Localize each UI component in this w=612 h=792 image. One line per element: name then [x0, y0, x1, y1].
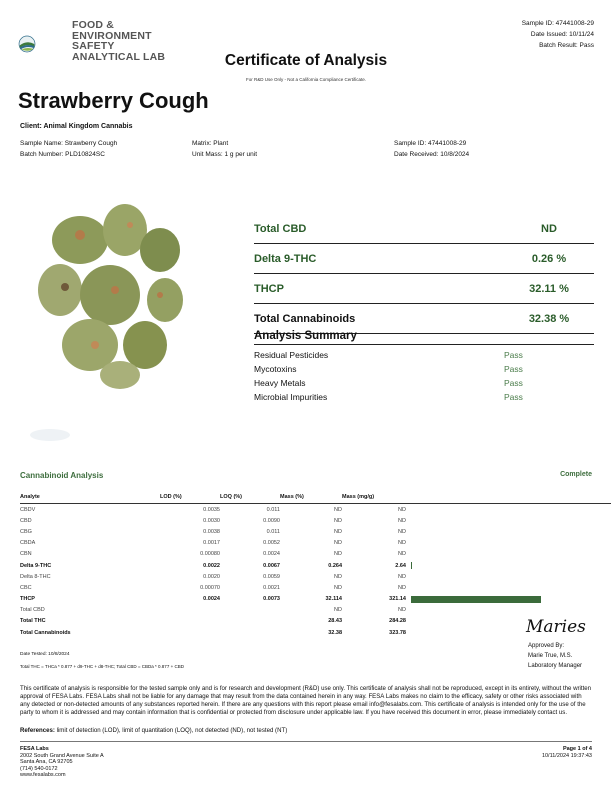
table-row — [20, 571, 611, 582]
rd-note: For R&D Use Only - Not a California Compliance Certificate. — [245, 77, 367, 82]
loq-value: 0.0067 — [263, 562, 280, 569]
mass-bar-cell — [406, 594, 611, 605]
analyte-name: THCP — [20, 596, 35, 603]
batch-number: Batch Number: PLD10824SC — [20, 151, 105, 158]
mass-pct-value: 32.38 — [328, 629, 342, 636]
analysis-name: Residual Pesticides — [254, 350, 329, 360]
mass-mg-value: ND — [398, 607, 406, 614]
table-row — [20, 515, 611, 526]
disclaimer: This certificate of analysis is responsible for the tested sample only and is for research and development (R&D) use only. This certificate of analysis shall not be reproduced, except in its entirety, without the written approval of FESA Labs. FESA Labs shall not be liable for any damage that may result from the data contained herein in any way. FESA Labs makes no claim to the efficacy, safety or other risks associated with any detected or non-detected amounts of any substances reported herein. If there are any questions with this report please email info@fesalabs.com. This certificate of analysis is intended only for the use of the party to whom it is addressed and may contain information that is confidential or protected from disclosure under applicable law. If you have received this document in error, please immediately contact us. — [20, 685, 592, 716]
cannabinoid-table — [20, 491, 611, 638]
analyte-name: CBD — [20, 517, 32, 524]
analysis-summary-list — [254, 348, 594, 404]
footer-timestamp: 10/11/2024 19:37:43 — [541, 752, 592, 759]
loq-value: 0.0024 — [263, 551, 280, 558]
mass-bar — [411, 596, 541, 603]
page-number: Page 1 of 4 — [562, 746, 592, 752]
table-row — [20, 538, 611, 549]
lod-value: 0.0024 — [203, 596, 220, 603]
summary-label: THCP — [254, 282, 284, 295]
summary-row-delta9 — [254, 244, 594, 274]
footer-phone: (714) 540-0172 — [20, 765, 58, 772]
total-formula: Total THC = THCa * 0.877 + d9-THC + d8-THC; Total CBD = CBDa * 0.877 + CBD — [20, 664, 184, 669]
loq-value: 0.0059 — [263, 573, 280, 580]
loq-value — [220, 605, 280, 616]
mass-pct-value: ND — [334, 607, 342, 614]
col-header-analyte: Analyte — [20, 491, 160, 504]
summary-value: 32.38 % — [528, 312, 570, 325]
lod-value — [160, 605, 220, 616]
mass-pct-value: ND — [334, 506, 342, 513]
sample-name: Sample Name: Strawberry Cough — [20, 140, 118, 147]
col-header-bar — [406, 491, 611, 504]
lod-value: 0.00080 — [200, 551, 220, 558]
date-tested: Date Tested: 10/8/2024 — [20, 652, 70, 657]
meta-col-1 — [20, 138, 117, 160]
logo-line-2: ENVIRONMENT — [72, 29, 152, 42]
mass-bar-cell — [406, 560, 611, 571]
analysis-result: Pass — [504, 378, 523, 388]
summary-label: Delta 9-THC — [254, 252, 317, 265]
loq-value — [220, 616, 280, 627]
loq-value: 0.0073 — [263, 596, 280, 603]
analysis-summary-title: Analysis Summary — [254, 330, 357, 342]
col-header-loq: LOQ (%) — [220, 491, 280, 504]
analyte-name: Delta 8-THC — [20, 573, 51, 580]
mass-pct-value: ND — [334, 540, 342, 547]
analysis-name: Microbial Impurities — [254, 392, 328, 402]
footer-lab: FESA Labs — [20, 746, 49, 752]
table-row — [20, 616, 611, 627]
mass-mg-value: ND — [398, 551, 406, 558]
col-header-lod: LOD (%) — [160, 491, 220, 504]
header-sample-id: Sample ID: 47441008-29 — [521, 20, 594, 27]
analyte-name: CBDA — [20, 540, 36, 547]
analysis-row — [254, 390, 594, 404]
loq-value — [220, 627, 280, 638]
analysis-row — [254, 348, 594, 362]
analyte-name: Total THC — [20, 618, 46, 625]
references-text: limit of detection (LOD), limit of quantitation (LOQ), not detected (ND), not tested (NT) — [54, 727, 288, 734]
analysis-result: Pass — [504, 392, 523, 402]
mass-pct-value: ND — [334, 528, 342, 535]
loq-value: 0.0052 — [263, 540, 280, 547]
mass-mg-value: ND — [398, 540, 406, 547]
lod-value — [160, 616, 220, 627]
loq-value: 0.011 — [266, 528, 280, 535]
mass-bar-cell — [406, 571, 611, 582]
summary-value: 32.11 % — [529, 282, 569, 295]
summary-row-total-cbd — [254, 214, 594, 244]
mass-bar-cell — [406, 605, 611, 616]
summary-value: 0.26 % — [531, 252, 567, 265]
footer-address — [20, 746, 104, 779]
logo-line-1: FOOD & — [72, 19, 115, 31]
lod-value — [160, 627, 220, 638]
analyte-name: CBC — [20, 584, 32, 591]
mass-pct-value: ND — [334, 551, 342, 558]
potency-summary — [254, 214, 594, 334]
logo-line-3: SAFETY — [72, 40, 115, 52]
logo-line-4: ANALYTICAL LAB — [72, 50, 166, 63]
mass-mg-value: 284.28 — [389, 618, 406, 625]
analysis-row — [254, 376, 594, 390]
analyte-name: CBN — [20, 551, 32, 558]
mass-bar-cell — [406, 515, 611, 526]
divider — [254, 344, 594, 345]
mass-mg-value: 2.64 — [395, 562, 406, 569]
lod-value: 0.00070 — [200, 584, 220, 591]
approval-block — [528, 641, 582, 671]
footer-web: www.fesalabs.com — [20, 772, 66, 778]
table-row — [20, 582, 611, 593]
mass-pct-value: 32.114 — [325, 596, 342, 603]
signature: Maries — [526, 617, 586, 637]
mass-pct-value: 28.43 — [328, 618, 342, 625]
lod-value: 0.0038 — [203, 528, 220, 535]
mass-bar-cell — [406, 582, 611, 593]
mass-mg-value: 321.14 — [389, 596, 406, 603]
lod-value: 0.0035 — [203, 506, 220, 513]
unit-mass: Unit Mass: 1 g per unit — [192, 151, 258, 158]
sample-id: Sample ID: 47441008-29 — [394, 140, 467, 147]
mass-mg-value: ND — [398, 517, 406, 524]
mass-bar-cell — [406, 538, 611, 549]
date-received: Date Received: 10/8/2024 — [394, 151, 470, 158]
footer-address-2: Santa Ana, CA 92705 — [20, 759, 73, 765]
summary-label: Total Cannabinoids — [254, 312, 356, 325]
loq-value: 0.011 — [266, 506, 280, 513]
client-name: Client: Animal Kingdom Cannabis — [20, 123, 133, 130]
mass-mg-value: ND — [398, 528, 406, 535]
lod-value: 0.0022 — [203, 562, 220, 569]
approver-role: Laboratory Manager — [528, 663, 583, 669]
mass-mg-value: ND — [398, 584, 406, 591]
analysis-row — [254, 362, 594, 376]
loq-value: 0.0090 — [263, 517, 280, 524]
mass-pct-value: ND — [334, 517, 342, 524]
table-row — [20, 627, 611, 638]
bud-cluster — [38, 204, 183, 389]
mass-mg-value: ND — [398, 506, 406, 513]
header-info — [522, 18, 594, 51]
header-date-issued: Date Issued: 10/11/24 — [530, 31, 594, 38]
mass-bar-cell — [406, 526, 611, 537]
loq-value: 0.0021 — [263, 584, 280, 591]
product-name: Strawberry Cough — [18, 88, 209, 113]
lod-value: 0.0017 — [203, 540, 220, 547]
analysis-result: Pass — [504, 364, 523, 374]
header-batch-result: Batch Result: Pass — [539, 42, 594, 49]
table-row — [20, 526, 611, 537]
lod-value: 0.0030 — [203, 517, 220, 524]
cannabinoid-analysis-status: Complete — [560, 471, 592, 478]
matrix: Matrix: Plant — [192, 140, 229, 147]
product-photo — [20, 195, 210, 445]
mass-bar-cell — [406, 504, 611, 516]
summary-label: Total CBD — [254, 222, 307, 235]
mass-pct-value: 0.264 — [328, 562, 342, 569]
page-title: Certificate of Analysis — [224, 52, 388, 69]
summary-value: ND — [541, 222, 557, 235]
footer-divider — [20, 741, 592, 742]
col-header-mass-pct: Mass (%) — [280, 491, 342, 504]
table-row — [20, 605, 611, 616]
analysis-name: Mycotoxins — [254, 364, 297, 374]
approver-name: Marie True, M.S. — [528, 653, 573, 659]
analyte-name: Total Cannabinoids — [20, 629, 71, 636]
approved-by-label: Approved By: — [528, 643, 565, 649]
analyte-name: CBDV — [20, 506, 36, 513]
analyte-name: Delta 9-THC — [20, 562, 52, 569]
analyte-name: Total CBD — [20, 607, 45, 614]
mass-pct-value: ND — [334, 573, 342, 580]
analyte-name: CBG — [20, 528, 32, 535]
table-row — [20, 549, 611, 560]
references — [20, 727, 287, 734]
cannabinoid-analysis-title: Cannabinoid Analysis — [20, 471, 104, 480]
analysis-name: Heavy Metals — [254, 378, 306, 388]
table-header-row — [20, 491, 611, 504]
meta-col-3 — [394, 138, 469, 160]
footer-page-info — [542, 746, 592, 759]
table-row — [20, 594, 611, 605]
summary-row-thcp — [254, 274, 594, 304]
table-row — [20, 560, 611, 571]
mass-mg-value: 323.78 — [389, 629, 406, 636]
col-header-mass-mg: Mass (mg/g) — [342, 491, 406, 504]
references-label: References: — [20, 727, 55, 734]
table-row — [20, 504, 611, 516]
analysis-result: Pass — [504, 350, 523, 360]
mass-pct-value: ND — [334, 584, 342, 591]
mass-bar — [411, 562, 412, 569]
footer-address-1: 2002 South Grand Avenue Suite A — [20, 752, 104, 759]
mass-bar-cell — [406, 549, 611, 560]
mass-mg-value: ND — [398, 573, 406, 580]
cannabinoid-table-body — [20, 504, 611, 639]
lod-value: 0.0020 — [203, 573, 220, 580]
meta-col-2 — [192, 138, 257, 160]
